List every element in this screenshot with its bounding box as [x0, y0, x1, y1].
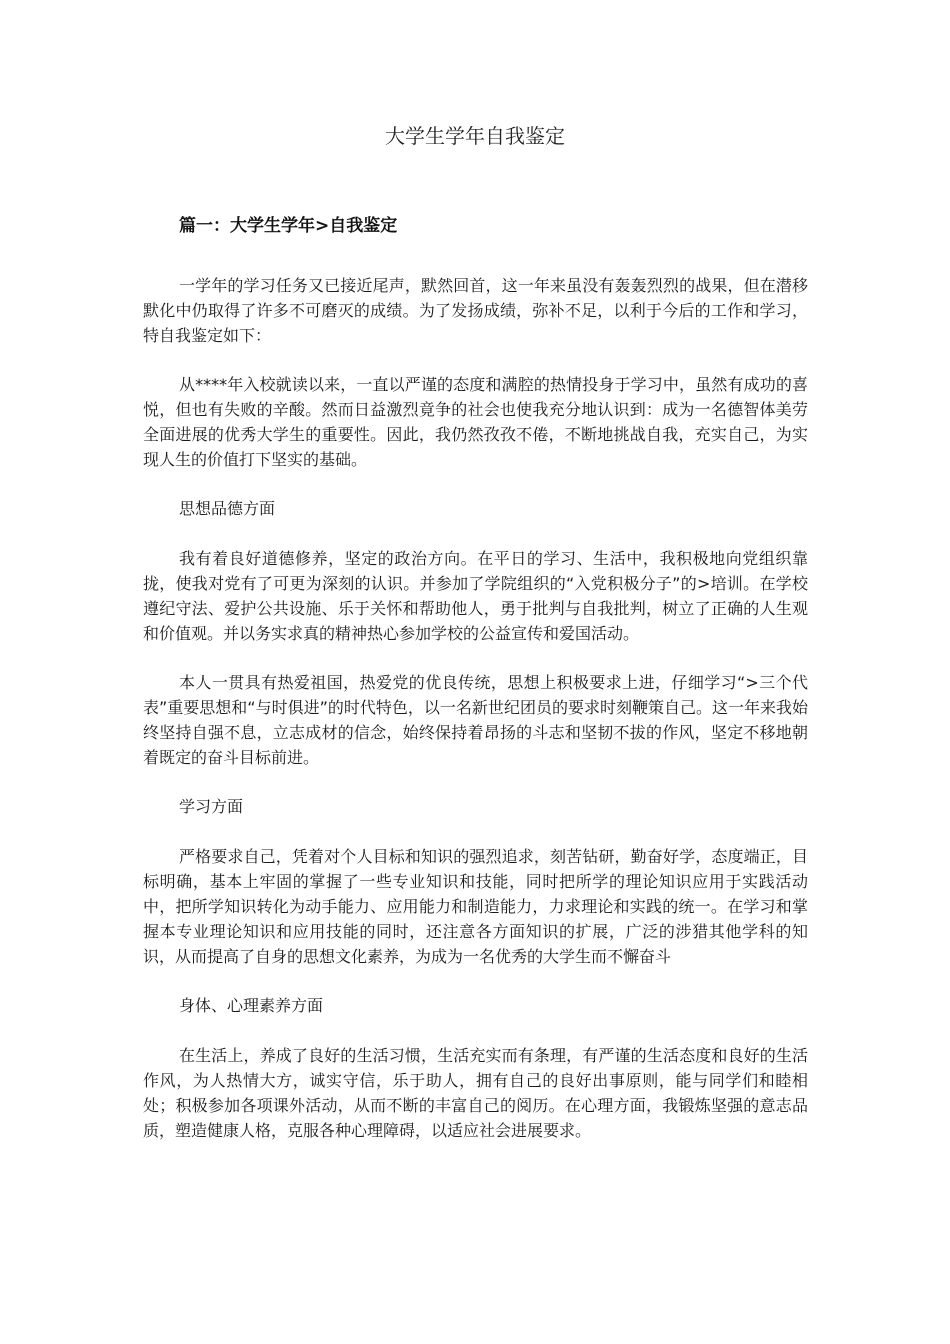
- document-title: 大学生学年自我鉴定: [385, 124, 565, 148]
- paragraph-health: 在生活上，养成了良好的生活习惯，生活充实而有条理，有严谨的生活态度和良好的生活作风，为人热情大方，诚实守信，乐于助人，拥有自己的良好出事原则，能与同学们和睦相处；积极参加各项课外活动，从而不断的丰富自己的阅历。在心理方面，我锻炼坚强的意志品质，塑造健康人格，克服各种心理障碍，以适应社会进展要求。: [143, 1046, 808, 1140]
- paragraph-study: 严格要求自己，凭着对个人目标和知识的强烈追求，刻苦钻研，勤奋好学，态度端正，目标明确，基本上牢固的掌握了一些专业知识和技能，同时把所学的理论知识应用于实践活动中，把所学知识转化为动手能力、应用能力和制造能力，力求理论和实践的统一。在学习和掌握本专业理论知识和应用技能的同时，还注意各方面知识的扩展，广泛的涉猎其他学科的知识，从而提高了自身的思想文化素养，为成为一名优秀的大学生而不懈奋斗: [143, 847, 808, 966]
- subheading-moral: 思想品德方面: [179, 499, 276, 518]
- paragraph-intro: 一学年的学习任务又已接近尾声，默然回首，这一年来虽没有轰轰烈烈的战果，但在潜移默化中仍取得了许多不可磨灭的成绩。为了发扬成绩，弥补不足，以利于今后的工作和学习，特自我鉴定如下：: [143, 276, 808, 345]
- paragraph-moral-1: 我有着良好道德修养，坚定的政治方向。在平日的学习、生活中，我积极地向党组织靠拢，使我对党有了可更为深刻的认识。并参加了学院组织的“入党积极分子”的>培训。在学校遵纪守法、爱护公共设施、乐于关怀和帮助他人，勇于批判与自我批判，树立了正确的人生观和价值观。并以务实求真的精神热心参加学校的公益宣传和爱国活动。: [143, 549, 808, 643]
- section-heading: 篇一：大学生学年>自我鉴定: [179, 216, 398, 236]
- subheading-study: 学习方面: [179, 797, 244, 816]
- subheading-health: 身体、心理素养方面: [179, 996, 324, 1015]
- document-body: [143, 273, 808, 1167]
- paragraph-background: 从****年入校就读以来，一直以严谨的态度和满腔的热情投身于学习中，虽然有成功的喜悦，但也有失败的辛酸。然而日益激烈竟争的社会也使我充分地认识到：成为一名德智体美劳全面进展的优秀大学生的重要性。因此，我仍然孜孜不倦，不断地挑战自我，充实自己，为实现人生的价值打下坚实的基础。: [143, 375, 808, 469]
- paragraph-moral-2: 本人一贯具有热爱祖国，热爱党的优良传统，思想上积极要求上进，仔细学习“>三个代表”重要思想和“与时俱进”的时代特色，以一名新世纪团员的要求时刻鞭策自己。这一年来我始终坚持自强不息，立志成材的信念，始终保持着昂扬的斗志和坚韧不拔的作风，坚定不移地朝着既定的奋斗目标前进。: [143, 673, 808, 767]
